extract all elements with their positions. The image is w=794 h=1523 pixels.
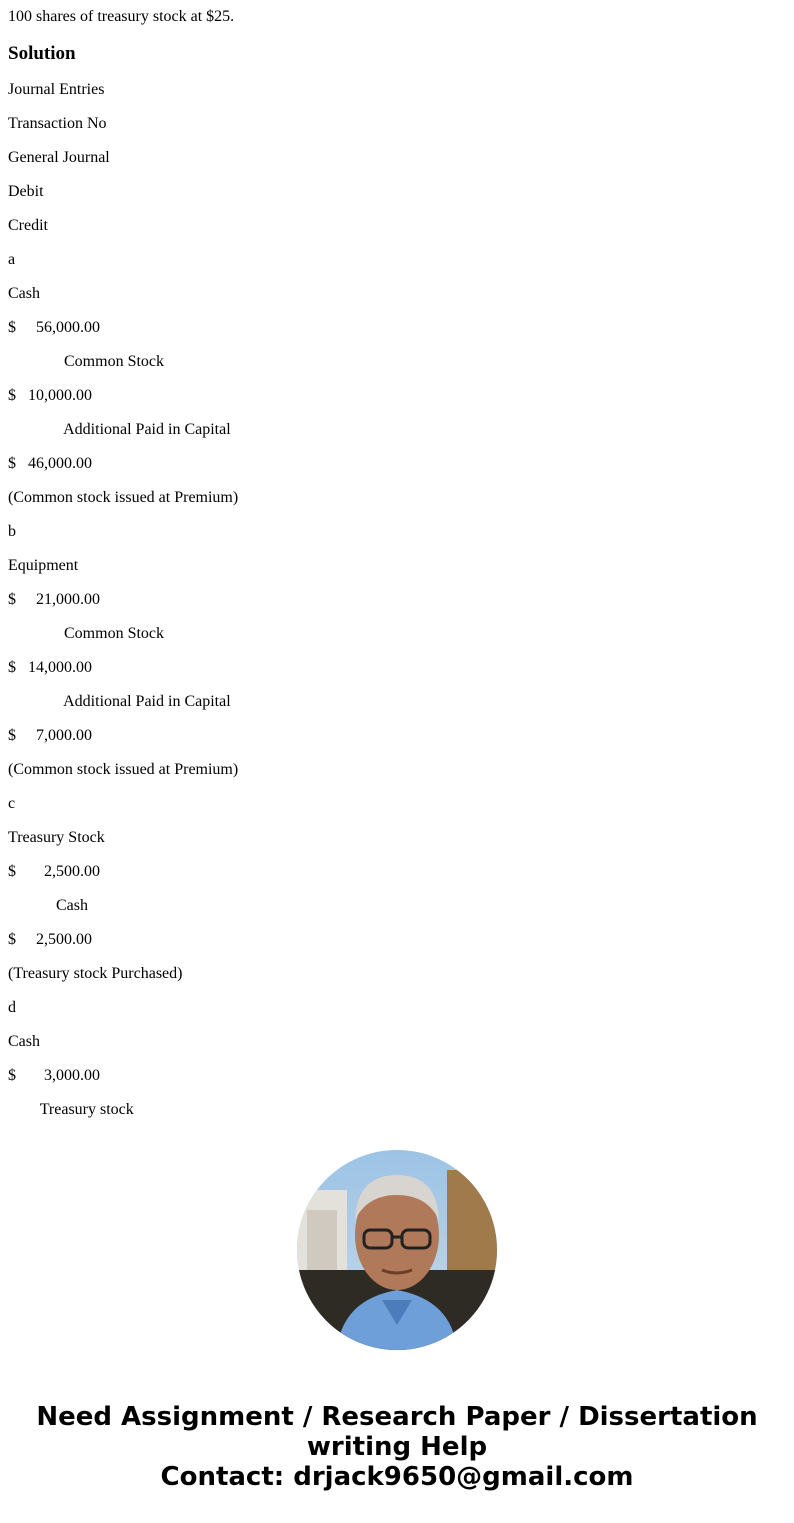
- line-general-journal: General Journal: [8, 149, 110, 166]
- line-b-equipment: Equipment: [8, 557, 79, 574]
- line-transaction-no: Transaction No: [8, 115, 107, 132]
- line-c-cash-amount: $ 2,500.00: [8, 931, 92, 948]
- line-journal-entries: Journal Entries: [8, 81, 105, 98]
- line-d-cash-amount: $ 3,000.00: [8, 1067, 100, 1084]
- line-a-apic-amount: $ 46,000.00: [8, 455, 92, 472]
- journal-entries: [8, 80, 788, 1119]
- line-d-treasury-stock: Treasury stock: [8, 1101, 134, 1118]
- line-b-equipment-amount: $ 21,000.00: [8, 591, 100, 608]
- line-a: a: [8, 251, 16, 268]
- line-debit: Debit: [8, 183, 44, 200]
- promo-section: [0, 1150, 794, 1492]
- line-a-apic: Additional Paid in Capital: [8, 421, 231, 438]
- line-a-cash-amount: $ 56,000.00: [8, 319, 100, 336]
- line-b: b: [8, 523, 16, 540]
- promo-line-2: writing Help: [306, 1432, 488, 1462]
- promo-text: [0, 1402, 794, 1492]
- line-a-cash: Cash: [8, 285, 40, 302]
- line-b-narration: (Common stock issued at Premium): [8, 761, 239, 778]
- avatar-portrait-icon: [297, 1150, 497, 1350]
- line-b-common-stock-amount: $ 14,000.00: [8, 659, 92, 676]
- promo-contact[interactable]: Contact: drjack9650@gmail.com: [160, 1462, 634, 1492]
- document-body: [8, 0, 788, 1119]
- line-b-common-stock: Common Stock: [8, 625, 165, 642]
- intro-text: 100 shares of treasury stock at $25.: [8, 8, 235, 25]
- solution-heading: Solution: [8, 43, 76, 64]
- avatar: [297, 1150, 497, 1350]
- line-a-narration: (Common stock issued at Premium): [8, 489, 239, 506]
- line-credit: Credit: [8, 217, 48, 234]
- line-c-treasury-stock: Treasury Stock: [8, 829, 105, 846]
- line-c-cash: Cash: [8, 897, 88, 914]
- line-d: d: [8, 999, 16, 1016]
- line-c: c: [8, 795, 16, 812]
- line-b-apic-amount: $ 7,000.00: [8, 727, 92, 744]
- line-a-common-stock: Common Stock: [8, 353, 165, 370]
- line-d-cash: Cash: [8, 1033, 40, 1050]
- line-c-narration: (Treasury stock Purchased): [8, 965, 183, 982]
- promo-line-1: Need Assignment / Research Paper / Dissertation: [36, 1402, 758, 1432]
- line-a-common-stock-amount: $ 10,000.00: [8, 387, 92, 404]
- line-c-treasury-amount: $ 2,500.00: [8, 863, 100, 880]
- line-b-apic: Additional Paid in Capital: [8, 693, 231, 710]
